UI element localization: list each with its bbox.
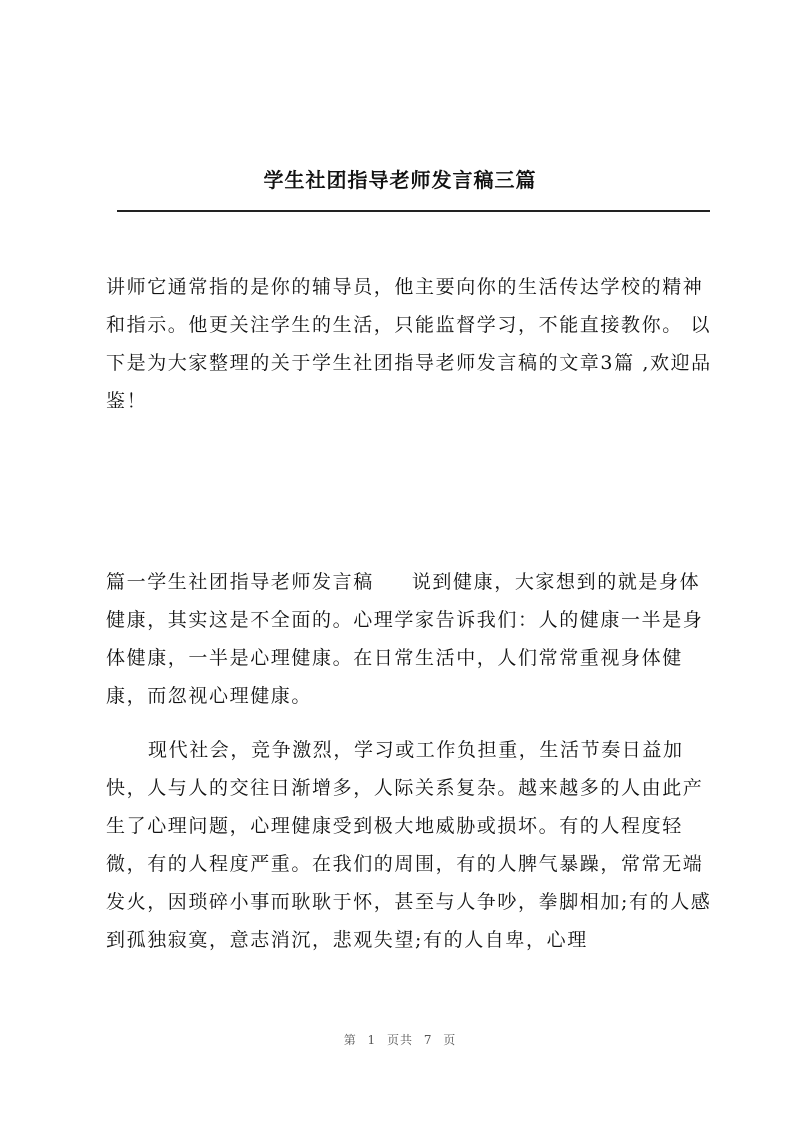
section-two-paragraph: 现代社会，竞争激烈，学习或工作负担重，生活节奏日益加快，人与人的交往日渐增多，人际关系复杂。越来越多的人由此产生了心理问题，心理健康受到极大地威胁或损坏。有的人程度轻微，有的人程度严重。在我们的周围，有的人脾气暴躁，常常无端发火，因琐碎小事而耿耿于怀，甚至与人争吵，拳脚相加;有的人感到孤独寂寞，意志消沉，悲观失望;有的人自卑，心理 — [106, 739, 712, 951]
document-title: 学生社团指导老师发言稿三篇 — [263, 168, 537, 192]
page-number-footer: 第 1 页共 7 页 — [343, 1033, 457, 1047]
section-one-paragraph — [106, 563, 716, 715]
section-one-text: 说到健康，大家想到的就是身体健康，其实这是不全面的。心理学家告诉我们：人的健康一半是身体健康，一半是心理健康。在日常生活中，人们常常重视身体健康，而忽视心理健康。 — [106, 571, 704, 707]
title-underline — [117, 210, 710, 212]
intro-paragraph: 讲师它通常指的是你的辅导员，他主要向你的生活传达学校的精神和指示。他更关注学生的生活，只能监督学习，不能直接教你。 以下是为大家整理的关于学生社团指导老师发言稿的文章3篇 ,欢迎品鉴！ — [106, 276, 712, 412]
section-heading: 篇一学生社团指导老师发言稿 — [106, 571, 374, 593]
